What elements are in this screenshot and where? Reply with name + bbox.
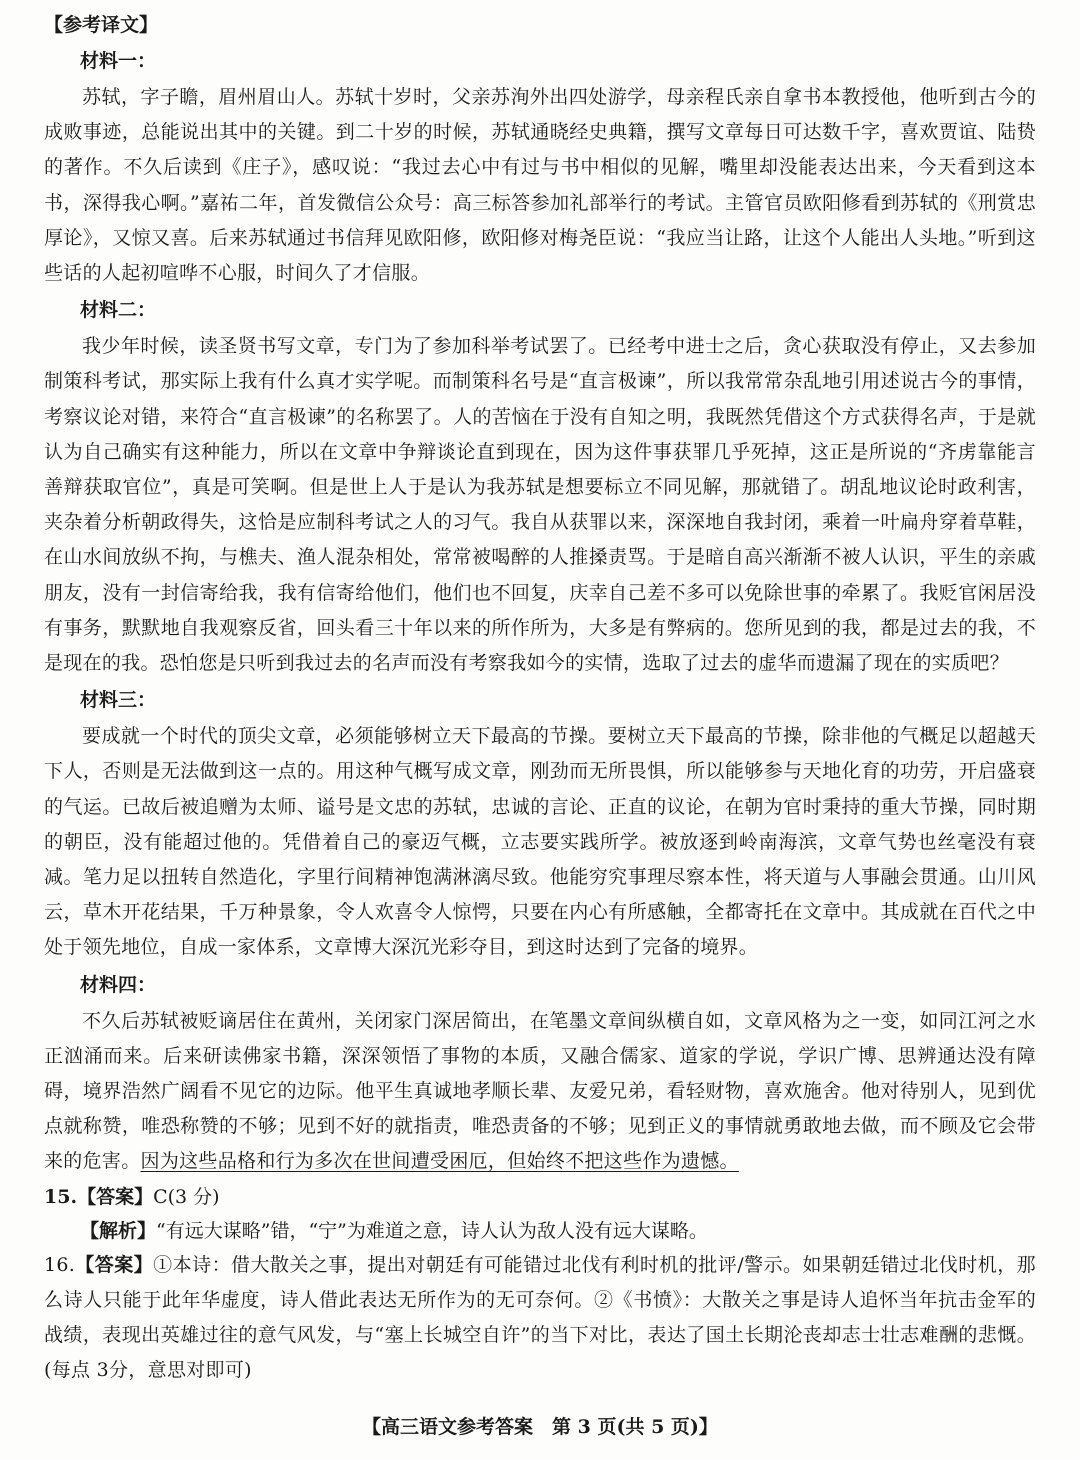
q16-number: 16. bbox=[44, 1253, 76, 1276]
material-1-title: 材料一： bbox=[80, 50, 157, 72]
q15-answer-tag: 【答案】 bbox=[77, 1185, 154, 1208]
material-2-text: 我少年时候，读圣贤书写文章，专门为了参加科举考试罢了。已经考中进士之后，贪心获取没有停止，又去参加制策科考试，那实际上我有什么真才实学呢。而制策科名号是“直言极谏”，所以我常常杂乱地引用述说古今的事情，考察议论对错，来符合“直言极谏”的名称罢了。人的苦恼在于没有自知之明，我既然凭借这个方式获得名声，于是就认为自己确实有这种能力，所以在文章中争辩谈论直到现在，因为这件事获罪几乎死掉，这正是所说的“齐虏靠能言善辩获取官位”，真是可笑啊。但是世上人于是认为我苏轼是想要标立不同见解，那就错了。胡乱地议论时政利害，夹杂着分析朝政得失，这恰是应制科考试之人的习气。我自从获罪以来，深深地自我封闭，乘着一叶扁舟穿着草鞋，在山水间放纵不拘，与樵夫、渔人混杂相处，常常被喝醉的人推搡责骂。于是暗自高兴渐渐不被人认识，平生的亲戚朋友，没有一封信寄给我，我有信寄给他们，他们也不回复，庆幸自己差不多可以免除世事的牵累了。我贬官闲居没有事务，默默地自我观察反省，回头看三十年以来的所作所为，大多是有弊病的。您所见到的我，都是过去的我，不是现在的我。恐怕您是只听到我过去的名声而没有考察我如今的实情，选取了过去的虚华而遗漏了现在的实质吧？ bbox=[44, 335, 1036, 675]
material-2-title: 材料二： bbox=[80, 299, 157, 322]
material-4-text bbox=[44, 1004, 1036, 1180]
material-3 bbox=[44, 685, 1036, 965]
material-3-text: 要成就一个时代的顶尖文章，必须能够树立天下最高的节操。要树立天下最高的节操，除非他的气概足以超越天下人，否则是无法做到这一点的。用这种气概写成文章，刚劲而无所畏惧，所以能够参与天地化育的功劳，开启盛衰的气运。已故后被追赠为太师、谥号是文忠的苏轼，忠诚的言论、正直的议论，在朝为官时秉持的重大节操，同时期的朝臣，没有能超过他的。凭借着自己的豪迈气概，立志要实践所学。被放逐到岭南海滨，文章气势也丝毫没有衰减。笔力足以扭转自然造化，字里行间精神饱满淋漓尽致。他能穷究事理尽察本性，将天道与人事融会贯通。山川风云，草木开花结果，千万种景象，令人欢喜令人惊愕，只要在内心有所感触，全都寄托在文章中。其成就在百代之中处于领先地位，自成一家体系，文章博大深沉光彩夺目，到这时达到了完备的境界。 bbox=[44, 725, 1036, 959]
question-15 bbox=[44, 1180, 1036, 1248]
q15-analysis: “有远大谋略”错，“宁”为难道之意，诗人认为敌人没有远大谋略。 bbox=[156, 1219, 708, 1242]
q16-answer-block bbox=[44, 1248, 1036, 1389]
q15-answer-line bbox=[44, 1180, 1036, 1214]
material-4-title: 材料四： bbox=[80, 973, 157, 996]
page-heading: 【参考译文】 bbox=[44, 14, 159, 36]
q15-number: 15. bbox=[44, 1185, 78, 1208]
q15-analysis-tag: 【解析】 bbox=[80, 1219, 157, 1242]
material-4 bbox=[44, 970, 1036, 1180]
page-footer: 【高三语文参考答案 第 3 页(共 5 页)】 bbox=[362, 1416, 718, 1438]
material-4-underlined-text: 因为这些品格和行为多次在世间遭受困厄，但始终不把这些作为遗憾。 bbox=[140, 1150, 739, 1173]
material-1 bbox=[44, 46, 1036, 291]
q16-answer: ①本诗：借大散关之事，提出对朝廷有可能错过北伐有利时机的批评/警示。如果朝廷错过北伐时机，那么诗人只能于此年华虚度，诗人借此表达无所作为的无可奈何。②《书愤》：大散关之事是诗人追怀当年抗击金军的战绩，表现出英雄过往的意气风发，与“塞上长城空自许”的当下对比，表达了国土长期沦丧却志士壮志难酬的悲慨。(每点 3分，意思对即可) bbox=[44, 1253, 1036, 1382]
question-16 bbox=[44, 1248, 1036, 1389]
material-3-title: 材料三： bbox=[80, 689, 157, 712]
q15-answer: C(3 分) bbox=[153, 1185, 220, 1208]
material-1-text: 苏轼，字子瞻，眉州眉山人。苏轼十岁时，父亲苏洵外出四处游学，母亲程氏亲自拿书本教授他，他听到古今的成败事迹，总能说出其中的关键。到二十岁的时候，苏轼通晓经史典籍，撰写文章每日可达数千字，喜欢贾谊、陆贽的著作。不久后读到《庄子》，感叹说：“我过去心中有过与书中相似的见解，嘴里却没能表达出来，今天看到这本书，深得我心啊。”嘉祐二年，首发微信公众号：高三标答参加礼部举行的考试。主管官员欧阳修看到苏轼的《刑赏忠厚论》，又惊又喜。后来苏轼通过书信拜见欧阳修，欧阳修对梅尧臣说：“我应当让路，让这个人能出人头地。”听到这些话的人起初喧哗不心服，时间久了才信服。 bbox=[44, 86, 1036, 285]
material-4-main-text: 不久后苏轼被贬谪居住在黄州，关闭家门深居简出，在笔墨文章间纵横自如，文章风格为之一变，如同江河之水正汹涌而来。后来研读佛家书籍，深深领悟了事物的本质，又融合儒家、道家的学说，学识广博、思辨通达没有障碍，境界浩然广阔看不见它的边际。他平生真诚地孝顺长辈、友爱兄弟，看轻财物，喜欢施舍。他对待别人，见到优点就称赞，唯恐称赞的不够；见到不好的就指责，唯恐责备的不够；见到正义的事情就勇敢地去做，而不顾及它会带来的危害。 bbox=[44, 1009, 1036, 1173]
q15-analysis-line bbox=[80, 1214, 1036, 1248]
material-2 bbox=[44, 295, 1036, 681]
q16-answer-tag: 【答案】 bbox=[75, 1253, 154, 1276]
document-content bbox=[44, 10, 1036, 1389]
